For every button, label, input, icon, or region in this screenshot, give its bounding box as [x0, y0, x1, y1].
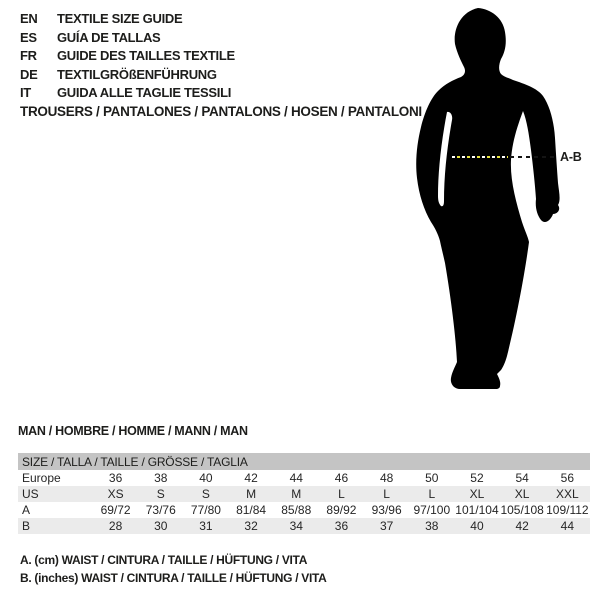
- size-cell: 69/72: [100, 503, 131, 517]
- size-cell: 42: [244, 471, 258, 485]
- language-code: ES: [20, 29, 37, 45]
- size-cell: 73/76: [145, 503, 176, 517]
- language-label: GUIDA ALLE TAGLIE TESSILI: [57, 85, 232, 100]
- man-silhouette-path: [416, 8, 559, 389]
- language-code: EN: [20, 11, 38, 26]
- size-row-label: US: [22, 487, 39, 501]
- size-cell: 85/88: [281, 503, 312, 517]
- size-table-header: SIZE / TALLA / TAILLE / GRÖSSE / TAGLIA: [18, 453, 590, 470]
- note-waist-inches: B. (inches) WAIST / CINTURA / TAILLE / HÜFTUNG / VITA: [20, 571, 327, 585]
- gender-section-title: MAN / HOMBRE / HOMME / MANN / MAN: [18, 424, 248, 438]
- size-cell: 30: [154, 519, 168, 533]
- size-cell: L: [338, 487, 345, 501]
- size-table-row: [18, 486, 590, 502]
- category-title: TROUSERS / PANTALONES / PANTALONS / HOSEN / PANTALONI: [20, 104, 422, 119]
- size-cell: 101/104: [455, 503, 499, 517]
- language-code: DE: [20, 66, 38, 82]
- size-table-header-row: [18, 453, 590, 470]
- size-cell: M: [291, 487, 302, 501]
- language-code: FR: [20, 48, 37, 63]
- size-cell: 42: [515, 519, 529, 533]
- size-cell: 36: [108, 471, 123, 485]
- language-row: [20, 84, 235, 103]
- size-cell: 89/92: [326, 503, 357, 517]
- size-cell: XXL: [556, 487, 579, 501]
- size-row-label: B: [22, 519, 31, 533]
- size-cell: L: [383, 487, 390, 501]
- size-row-label: A: [22, 503, 31, 517]
- man-silhouette-image: [400, 0, 600, 400]
- language-row: [20, 29, 235, 48]
- size-cell: 40: [470, 519, 484, 533]
- size-cell: 32: [244, 519, 258, 533]
- size-cell: 56: [560, 471, 575, 485]
- size-row-label: Europe: [22, 471, 61, 485]
- size-cell: S: [201, 487, 210, 501]
- size-cell: 109/112: [546, 503, 589, 517]
- language-label: TEXTILE SIZE GUIDE: [57, 11, 183, 26]
- size-cell: 48: [379, 471, 394, 485]
- size-cell: 44: [560, 519, 575, 533]
- size-cell: 44: [289, 471, 303, 485]
- size-table-row: [18, 502, 590, 518]
- size-cell: 37: [379, 519, 394, 533]
- size-table: [18, 453, 590, 534]
- size-table-body: [18, 470, 590, 534]
- size-cell: 52: [470, 471, 484, 485]
- language-code: IT: [20, 85, 31, 100]
- size-cell: 93/96: [371, 503, 402, 517]
- language-row: [20, 66, 235, 85]
- size-cell: L: [428, 487, 436, 501]
- size-cell: 34: [289, 519, 303, 533]
- language-label: GUÍA DE TALLAS: [57, 29, 161, 45]
- note-waist-cm: A. (cm) WAIST / CINTURA / TAILLE / HÜFTUNG / VITA: [20, 553, 308, 567]
- size-table-row: [18, 518, 590, 534]
- language-label: TEXTILGRÖßENFÜHRUNG: [57, 66, 217, 82]
- size-cell: 36: [334, 519, 349, 533]
- size-cell: 105/108: [500, 503, 544, 517]
- size-cell: XL: [514, 487, 530, 501]
- language-row: [20, 10, 235, 29]
- size-cell: M: [246, 487, 257, 501]
- size-cell: 46: [334, 471, 349, 485]
- waist-measure-label: A-B: [560, 150, 582, 164]
- language-row: [20, 47, 235, 66]
- size-cell: 97/100: [413, 503, 451, 517]
- size-cell: XL: [469, 487, 485, 501]
- size-cell: 38: [425, 519, 439, 533]
- language-label: GUIDE DES TAILLES TEXTILE: [57, 48, 235, 63]
- size-cell: 54: [515, 471, 529, 485]
- language-list: [20, 10, 235, 103]
- size-cell: XS: [107, 487, 124, 501]
- waist-measure-line: [452, 156, 508, 158]
- waist-measure-leader: [510, 156, 557, 158]
- size-cell: 31: [199, 519, 213, 533]
- size-cell: S: [156, 487, 165, 501]
- size-cell: 81/84: [236, 503, 267, 517]
- size-cell: 50: [425, 471, 439, 485]
- size-cell: 38: [154, 471, 168, 485]
- measurement-notes: [20, 551, 327, 587]
- size-table-row: [18, 470, 590, 486]
- size-cell: 40: [199, 471, 213, 485]
- size-cell: 28: [108, 519, 123, 533]
- size-cell: 77/80: [190, 503, 221, 517]
